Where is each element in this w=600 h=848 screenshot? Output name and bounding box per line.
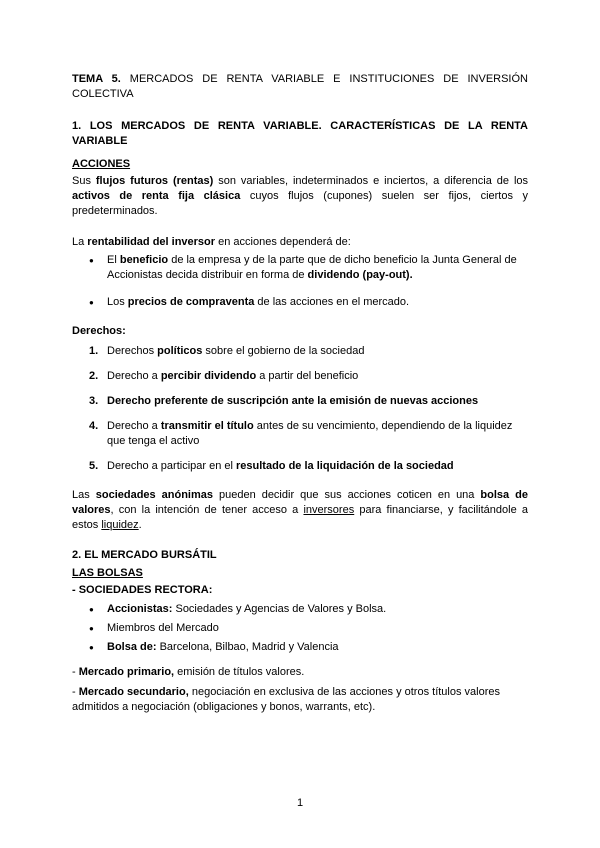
rectora-heading: - SOCIEDADES RECTORA: bbox=[72, 584, 213, 596]
sociedades-paragraph: Las sociedades anónimas pueden decidir que sus acciones coticen en una bolsa de valores, con la intención de tener acceso a inversores para financiarse, y facilitándole a estos liquidez. bbox=[72, 489, 528, 531]
list-item: ● El beneficio de la empresa y de la parte que de dicho beneficio la Junta General de Accionistas decida distribuir en forma de dividendo (pay-out). bbox=[72, 253, 528, 283]
list-item: 3. Derecho preferente de suscripción ante la emisión de nuevas acciones bbox=[89, 395, 479, 407]
section-1-heading: 1. LOS MERCADOS DE RENTA VARIABLE. CARACTERÍSTICAS DE LA RENTA VARIABLE bbox=[72, 120, 528, 147]
acciones-heading: ACCIONES bbox=[72, 158, 131, 170]
derechos-list bbox=[72, 344, 528, 474]
list-item: 4. Derecho a transmitir el título antes de su vencimiento, dependiendo de la liquidez que tenga el activo bbox=[89, 420, 513, 447]
list-item: 1. Derechos políticos sobre el gobierno de la sociedad bbox=[89, 345, 365, 357]
tema-title: TEMA 5. MERCADOS DE RENTA VARIABLE E INSTITUCIONES DE INVERSIÓN COLECTIVA bbox=[72, 73, 528, 100]
mercado-secundario: - Mercado secundario, negociación en exclusiva de las acciones y otros títulos valores admitidos a negociación (obligaciones y bonos, warrants, etc). bbox=[72, 686, 501, 713]
list-item: ● Miembros del Mercado bbox=[72, 621, 528, 636]
list-item: ● Los precios de compraventa de las acciones en el mercado. bbox=[72, 295, 528, 310]
list-item: 2. Derecho a percibir dividendo a partir del beneficio bbox=[89, 370, 359, 382]
section-2-heading: 2. EL MERCADO BURSÁTIL bbox=[72, 549, 217, 561]
list-item: 5. Derecho a participar en el resultado de la liquidación de la sociedad bbox=[89, 460, 454, 472]
rentabilidad-paragraph: La rentabilidad del inversor en acciones dependerá de: bbox=[72, 236, 351, 248]
derechos-heading: Derechos: bbox=[72, 325, 126, 337]
rectora-list bbox=[72, 602, 528, 655]
list-item: ● Bolsa de: Barcelona, Bilbao, Madrid y Valencia bbox=[72, 640, 528, 655]
page-number: 1 bbox=[296, 797, 304, 809]
document-page bbox=[72, 68, 528, 715]
acciones-paragraph: Sus flujos futuros (rentas) son variables, indeterminados e inciertos, a diferencia de los activos de renta fija clásica cuyos flujos (cupones) suelen ser fijos, ciertos y predeterminados. bbox=[72, 175, 529, 217]
bolsas-heading: LAS BOLSAS bbox=[72, 567, 143, 579]
rentabilidad-list bbox=[72, 253, 528, 310]
list-item: ● Accionistas: Sociedades y Agencias de Valores y Bolsa. bbox=[72, 602, 528, 617]
mercado-primario: - Mercado primario, emisión de títulos valores. bbox=[72, 666, 305, 678]
